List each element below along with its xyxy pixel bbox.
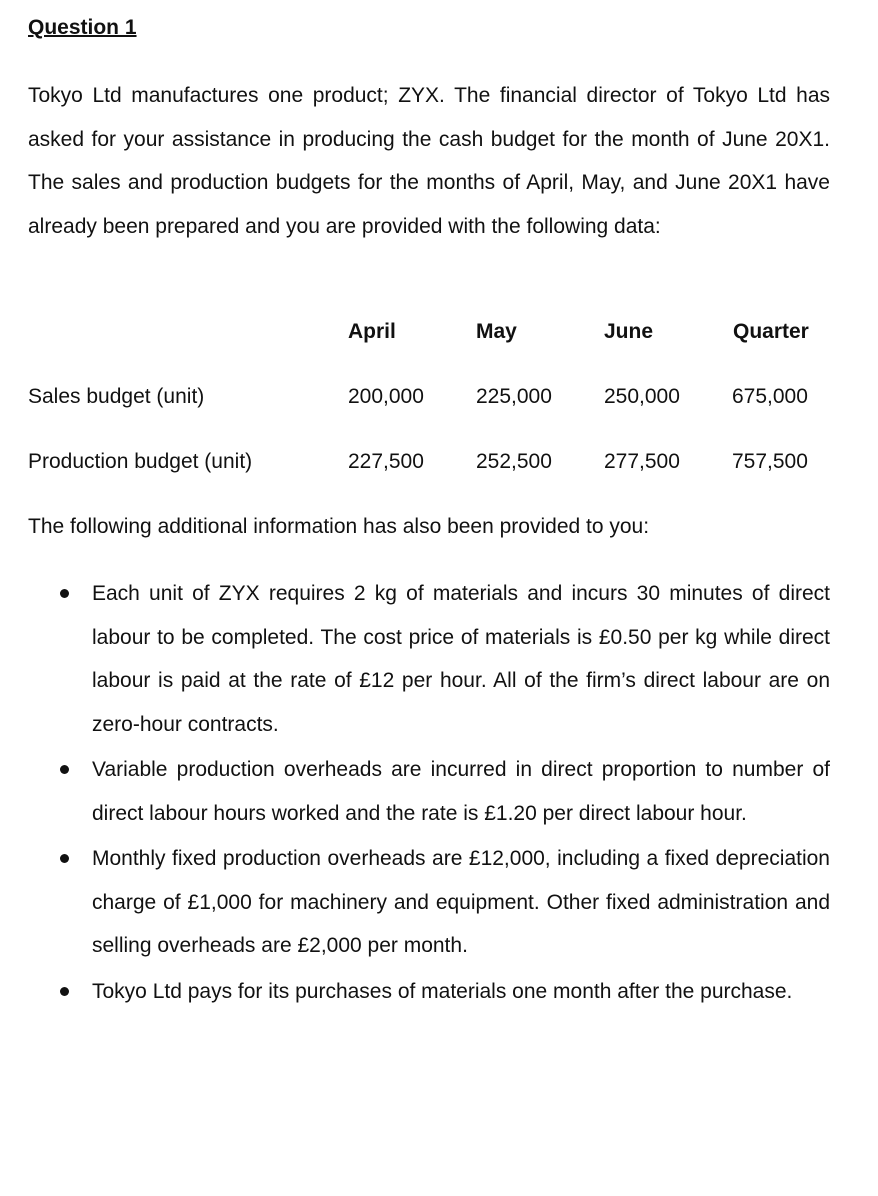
additional-info-intro: The following additional information has also been provided to you: <box>28 515 650 538</box>
bullet-list <box>28 572 830 1015</box>
cell-may: 225,000 <box>476 385 552 408</box>
intro-paragraph: Tokyo Ltd manufactures one product; ZYX. The financial director of Tokyo Ltd has asked for your assistance in producing the cash budget for the month of June 20X1. The sales and production budgets for the months of April, May, and June 20X1 have already been prepared and you are provided with the following data: <box>28 84 830 238</box>
bullet-text: Variable production overheads are incurred in direct proportion to number of direct labour hours worked and the rate is £1.20 per direct labour hour. <box>92 758 830 825</box>
cell-june: 250,000 <box>604 385 680 408</box>
bullet-item <box>28 837 830 968</box>
header-may: May <box>476 320 517 343</box>
cell-april: 227,500 <box>348 450 424 473</box>
bullet-item <box>28 970 830 1014</box>
header-quarter: Quarter <box>733 320 809 343</box>
table-row-production <box>28 450 830 480</box>
bullet-item <box>28 572 830 746</box>
cell-may: 252,500 <box>476 450 552 473</box>
cell-quarter: 757,500 <box>732 450 808 473</box>
cell-april: 200,000 <box>348 385 424 408</box>
question-title: Question 1 <box>28 16 137 39</box>
bullet-text: Tokyo Ltd pays for its purchases of materials one month after the purchase. <box>92 979 793 1003</box>
header-june: June <box>604 320 654 343</box>
bullet-icon <box>60 765 69 774</box>
budget-table-header <box>28 320 830 350</box>
bullet-item <box>28 748 830 835</box>
bullet-icon <box>60 589 69 598</box>
bullet-text: Monthly fixed production overheads are £12,000, including a fixed depreciation charge of £1,000 for machinery and equipment. Other fixed administration and selling overheads are £2,000 per month. <box>92 847 830 957</box>
bullet-icon <box>60 987 69 996</box>
cell-june: 277,500 <box>604 450 680 473</box>
row-label: Sales budget (unit) <box>28 385 205 408</box>
row-label: Production budget (unit) <box>28 450 253 473</box>
header-april: April <box>348 320 396 343</box>
bullet-icon <box>60 854 69 863</box>
cell-quarter: 675,000 <box>732 385 808 408</box>
bullet-text: Each unit of ZYX requires 2 kg of materials and incurs 30 minutes of direct labour to be completed. The cost price of materials is £0.50 per kg while direct labour is paid at the rate of £12 per hour. All of the firm’s direct labour are on zero-hour contracts. <box>92 582 830 736</box>
table-row-sales <box>28 385 830 415</box>
